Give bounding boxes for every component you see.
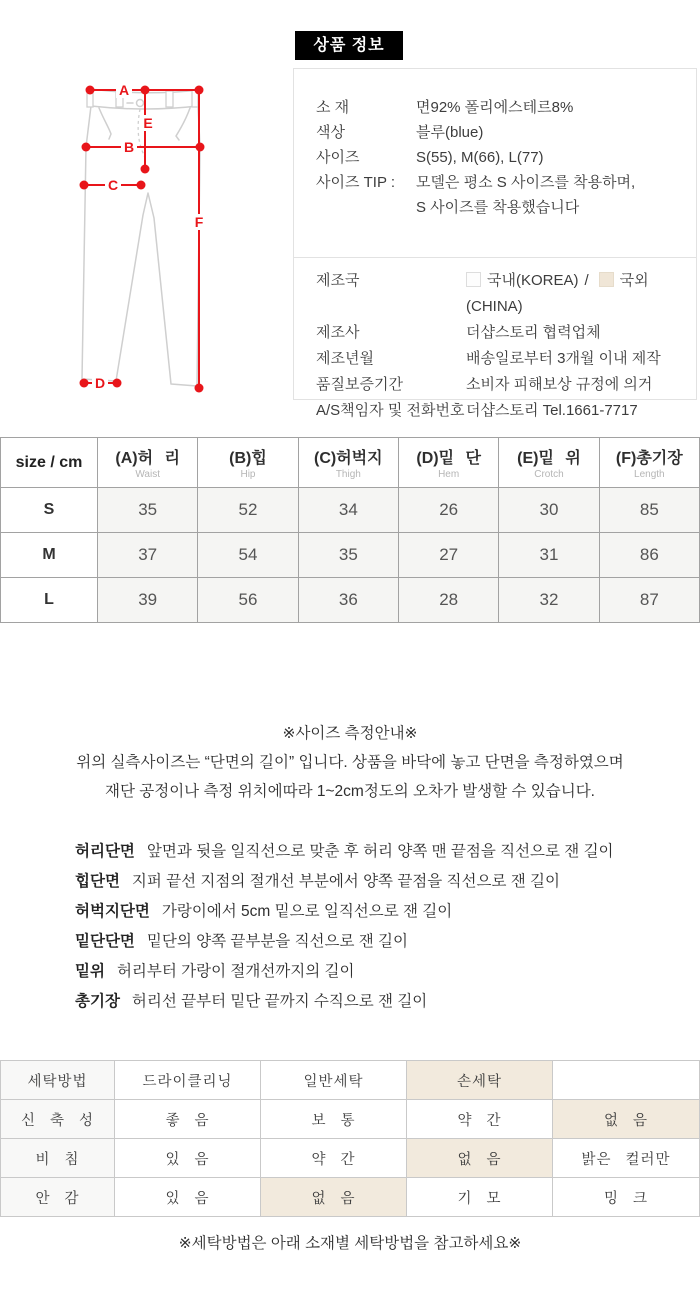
col-length: (F)총기장 Length [599,438,699,488]
row-country [316,268,692,320]
col-crotch: (E)밑 위 Crotch [499,438,599,488]
desc-waist: 허리단면 앞면과 뒷을 일직선으로 맞춘 후 허리 양쪽 맨 끝점을 직선으로 잰 길이 [75,843,614,860]
elasticity-row: 신 축 성 좋 음 보 통 약 간 없 음 [1,1100,700,1139]
label-B: B [123,139,135,155]
sheerness-row: 비 침 있 음 약 간 없 음 밝은 컬러만 [1,1139,700,1178]
as-contact-label: A/S책임자 및 전화번호 [316,402,465,419]
manufacture-date-value: 배송일로부터 3개월 이내 제작 [466,350,661,367]
country-domestic-text: 국내(KOREA) [487,272,579,289]
wash-footer-note: ※세탁방법은 아래 소재별 세탁방법을 참고하세요※ [178,1235,522,1252]
country-separator: / [584,272,589,289]
pants-measurement-diagram [40,60,280,410]
country-value [466,268,692,320]
col-hip: (B)힙 Hip [198,438,298,488]
size-tip-label: 사이즈 TIP : [316,174,396,191]
wash-method-table [0,1060,700,1217]
product-info-badge: 상품 정보 [295,31,403,60]
label-A: A [118,82,130,98]
hand-wash-header: 손세탁 [407,1061,553,1100]
country-overseas-text: 국외(CHINA) [466,272,649,315]
material-label: 소 재 [316,99,350,116]
spec-row-size [316,145,688,170]
row-manufacturer [316,320,692,346]
label-F: F [194,214,204,230]
label-D: D [94,375,106,391]
manufacture-date-label: 제조년월 [316,350,374,367]
row-as-contact [316,398,692,424]
size-unit-header: size / cm [15,453,83,471]
size-l-label: L [1,578,98,623]
guide-title: ※사이즈 측정안내※ [282,725,418,742]
label-C: C [107,177,119,193]
material-value: 면92% 폴리에스테르8% [416,99,574,116]
desc-thigh: 허벅지단면 가랑이에서 5cm 밑으로 일직선으로 잰 길이 [75,903,453,920]
row-warranty [316,372,692,398]
col-thigh: (C)허벅지 Thigh [298,438,398,488]
guide-line2: 재단 공정이나 측정 위치에따라 1~2cm정도의 오차가 발생할 수 있습니다. [105,783,595,800]
empty-header-cell [553,1061,700,1100]
guide-line1: 위의 실측사이즈는 “단면의 길이” 입니다. 상품을 바닥에 놓고 단면을 측정하였으며 [76,754,624,771]
size-table [0,437,700,623]
wash-header-row [1,1061,700,1100]
manufacture-section [316,268,692,424]
product-info-box [293,68,697,419]
product-spec-section [316,95,688,220]
desc-crotch: 밑위 허리부터 가랑이 절개선까지의 길이 [75,963,355,980]
desc-hem: 밑단단면 밑단의 양쪽 끝부분을 직선으로 잰 길이 [75,933,409,950]
size-row-m: M 37 54 35 27 31 86 [1,533,700,578]
korea-checkbox [466,272,481,287]
pants-diagram-svg [40,60,280,410]
size-tip-value: 모델은 평소 S 사이즈를 착용하며, S 사이즈를 착용했습니다 [416,174,636,216]
spec-row-color [316,120,688,145]
china-checkbox [599,272,614,287]
desc-length: 총기장 허리선 끝부터 밑단 끝까지 수직으로 잰 길이 [75,993,428,1010]
color-label: 색상 [316,124,345,141]
label-E: E [143,115,153,131]
size-row-s: S 35 52 34 26 30 85 [1,488,700,533]
country-label: 제조국 [316,272,360,289]
measurement-descriptions [75,837,680,1017]
warranty-label: 품질보증기간 [316,376,403,393]
size-measure-guide [0,719,700,806]
info-divider [294,257,696,258]
lining-row: 안 감 있 음 없 음 기 모 밍 크 [1,1178,700,1217]
col-waist: (A)허 리 Waist [98,438,198,488]
button-icon [137,100,144,107]
col-hem: (D)밑 단 Hem [398,438,498,488]
size-row-l: L 39 56 36 28 32 87 [1,578,700,623]
spec-row-material [316,95,688,120]
color-value: 블루(blue) [416,124,484,141]
desc-hip: 힙단면 지퍼 끝선 지점의 절개선 부분에서 양쪽 끝점을 직선으로 잰 길이 [75,873,560,890]
warranty-value: 소비자 피해보상 규정에 의거 [466,376,653,393]
size-m-label: M [1,533,98,578]
pants-outline [82,89,200,386]
manufacturer-value: 더샵스토리 협력업체 [466,324,601,341]
machine-wash-header: 일반세탁 [261,1061,407,1100]
size-s-label: S [1,488,98,533]
dry-cleaning-header: 드라이클리닝 [115,1061,261,1100]
size-table-header-row [1,438,700,488]
as-contact-value: 더샵스토리 Tel.1661-7717 [466,402,638,419]
wash-method-header: 세탁방법 [1,1061,115,1100]
row-manufacture-date [316,346,692,372]
measurement-lines [80,82,208,393]
spec-row-size-tip [316,170,688,220]
size-value: S(55), M(66), L(77) [416,149,544,166]
size-label: 사이즈 [316,149,360,166]
manufacturer-label: 제조사 [316,324,360,341]
